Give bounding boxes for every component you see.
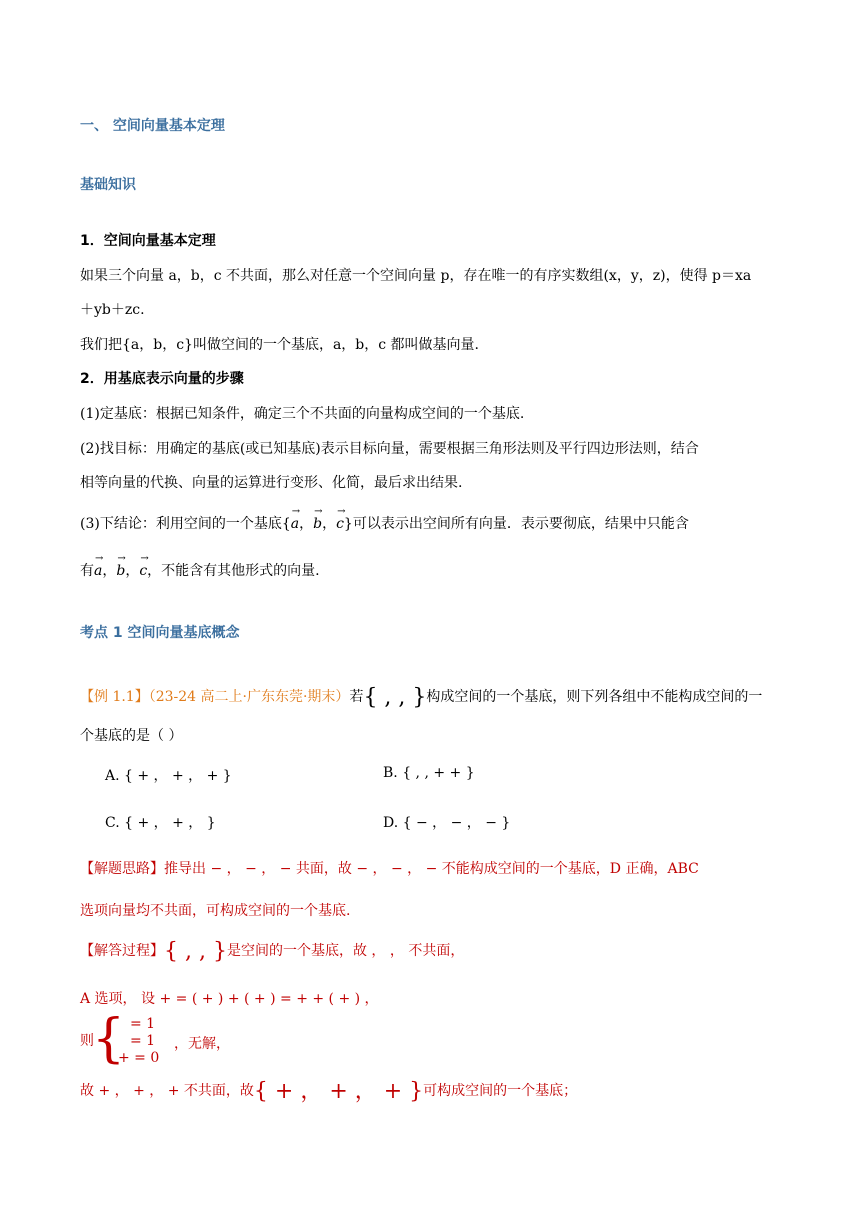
comma: ，: [299, 516, 314, 532]
vector-a: → a: [94, 563, 102, 579]
item1-title: 1．空间向量基本定理: [80, 233, 216, 249]
step2-line2: 相等向量的代换、向量的运算进行变形、化简，最后求出结果.: [80, 475, 463, 491]
step3-suffix: }可以表示出空间所有向量．表示要彻底，结果中只能含: [343, 516, 689, 532]
vector-c: → c: [139, 563, 147, 579]
vector-c: → c: [336, 516, 344, 532]
example-q2: 个基底的是（ ）: [80, 728, 183, 744]
option-a: A. { + ， + ， + }: [105, 768, 232, 784]
comma: ，: [322, 516, 337, 532]
step1-text: (1)定基底：根据已知条件，确定三个不共面的向量构成空间的一个基底.: [80, 406, 525, 422]
item1-line3: 我们把{a，b，c}叫做空间的一个基底，a，b，c 都叫做基向量.: [80, 337, 480, 353]
process-tag: 【解答过程】: [80, 943, 164, 959]
equation-3: + = 0: [118, 1050, 160, 1066]
kaodian-label: 考点 1 空间向量基底概念: [80, 625, 240, 641]
example-line1: [80, 686, 762, 709]
equation-2: = 1: [130, 1033, 156, 1049]
idea-line1: 【解题思路】推导出 − ， − ， − 共面，故 − ， − ， − 不能构成空间的一个基底，D 正确，ABC: [80, 861, 699, 877]
example-source: （23-24 高二上·广东东莞·期末）: [148, 689, 350, 705]
equation-1: = 1: [130, 1016, 156, 1032]
option-b: B. { , , + + }: [383, 765, 475, 781]
conclusion-pre: 故 + ， + ， + 不共面，故: [80, 1083, 254, 1099]
section-heading: 一、 空间向量基本定理: [80, 118, 225, 134]
item2-title: 2．用基底表示向量的步骤: [80, 371, 244, 387]
example-q1-post: 构成空间的一个基底，则下列各组中不能构成空间的一: [426, 689, 763, 705]
item1-line2: ＋yb＋zc.: [80, 302, 145, 318]
example-tag: 【例 1.1】: [80, 689, 149, 705]
basic-knowledge-label: 基础知识: [80, 177, 136, 193]
system-brace: {: [92, 1009, 126, 1069]
no-solution-text: ，无解，: [174, 1036, 230, 1052]
conclusion-post: 可构成空间的一个基底；: [423, 1083, 578, 1099]
step2-line1: (2)找目标：用确定的基底(或已知基底)表示目标向量，需要根据三角形法则及平行四边形法则，结合: [80, 441, 699, 457]
conclusion-set: { + ， + ， + }: [253, 1079, 424, 1104]
idea-line2: 选项向量均不共面，可构成空间的一个基底.: [80, 903, 351, 919]
vector-b: → b: [116, 563, 125, 579]
step3-line1: [80, 513, 689, 533]
conclusion-line: [80, 1080, 577, 1103]
then-label: 则: [80, 1033, 94, 1049]
step3-line2-prefix: 有: [80, 563, 94, 579]
option-d: D. { − ， − ， − }: [383, 815, 511, 831]
step3-line2: [80, 560, 320, 580]
process-line: [80, 940, 464, 963]
step3-prefix: (3)下结论：利用空间的一个基底{: [80, 516, 291, 532]
vector-a: → a: [291, 516, 299, 532]
example-q1-set: { , , }: [363, 685, 427, 710]
process-set: { , , }: [164, 939, 227, 964]
comma: ，: [102, 563, 117, 579]
example-q1-pre: 若: [349, 689, 364, 705]
comma: ，: [125, 563, 140, 579]
vector-b: → b: [313, 516, 322, 532]
option-a-analysis: A 选项， 设 + = ( + ) + ( + ) = + + ( + ) ，: [80, 991, 379, 1007]
step3-line2-suffix: ，不能含有其他形式的向量.: [147, 563, 320, 579]
process-text: 是空间的一个基底，故 ， ， 不共面，: [226, 943, 465, 959]
option-c: C. { + ， + ， }: [105, 815, 216, 831]
item1-line1: 如果三个向量 a，b，c 不共面，那么对任意一个空间向量 p，存在唯一的有序实数组(x，y，z)，使得 p＝xa: [80, 268, 752, 284]
